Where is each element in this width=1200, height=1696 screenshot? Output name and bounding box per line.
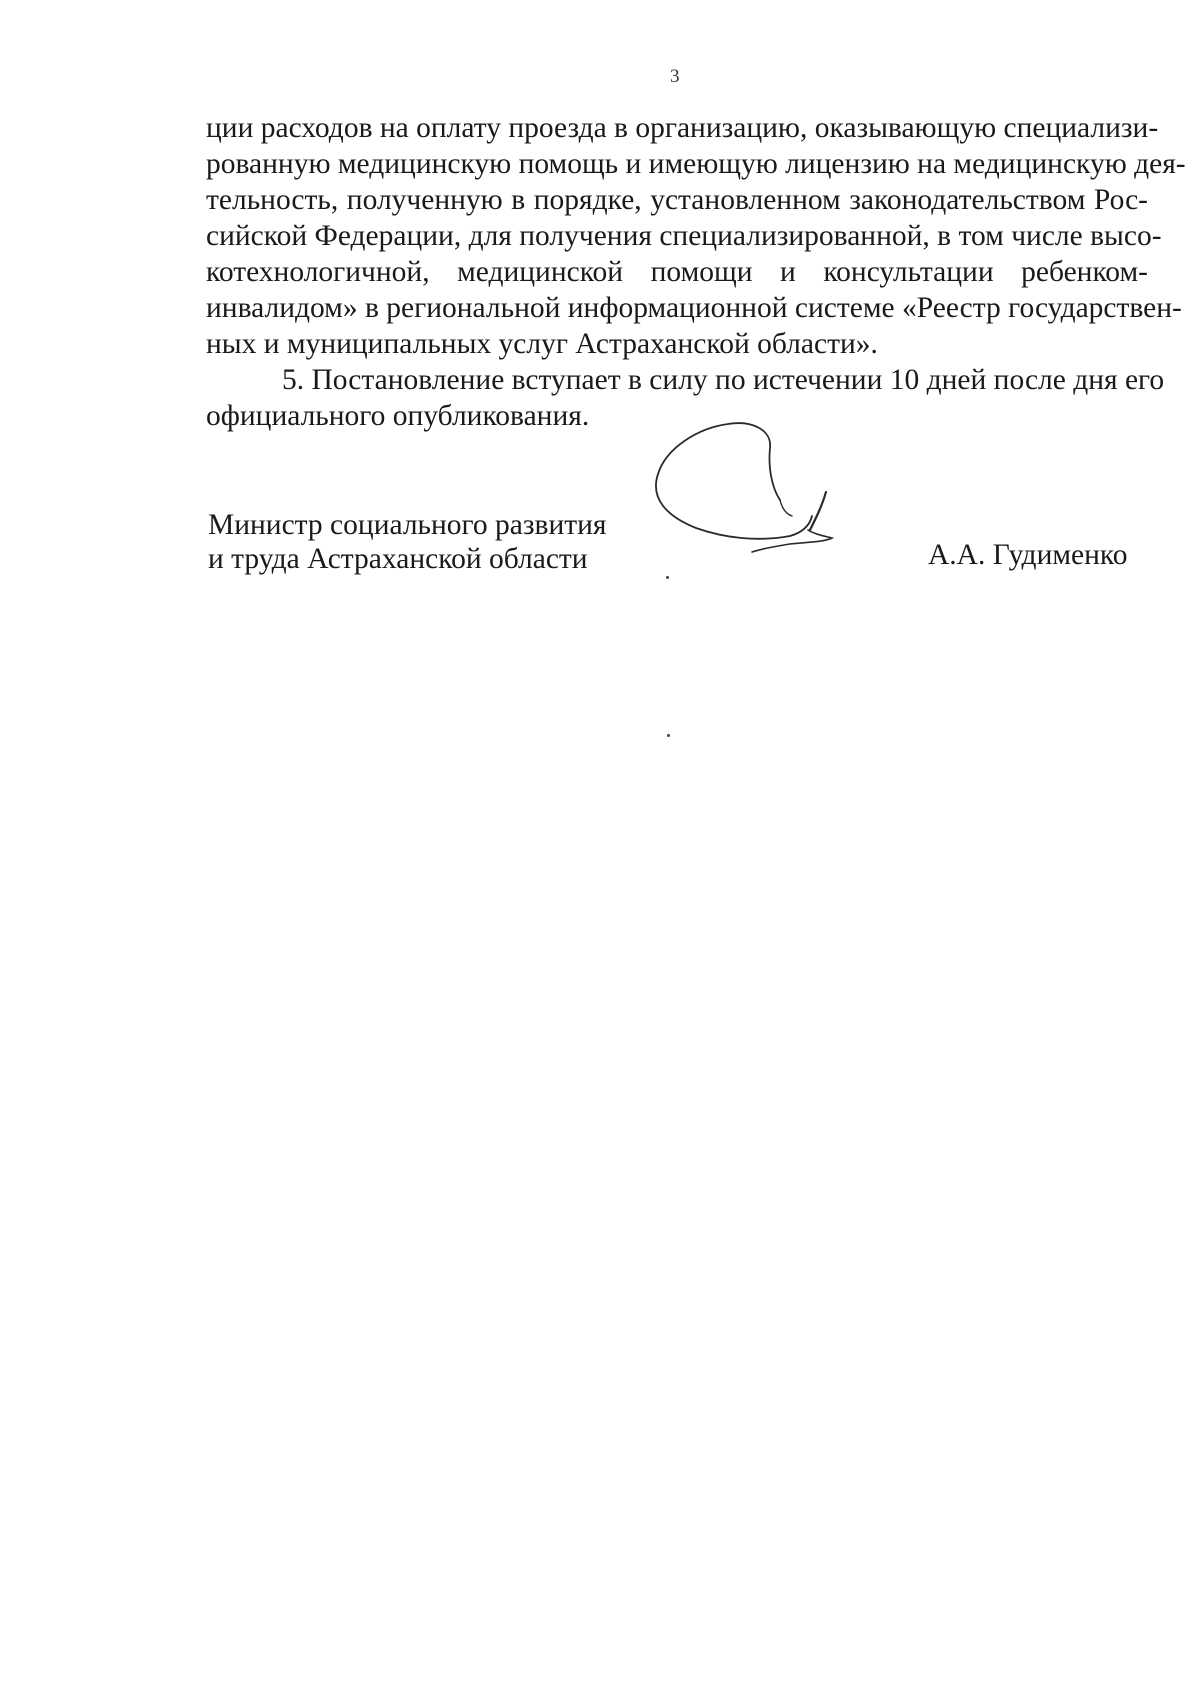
text-line: ных и муниципальных услуг Астраханской области». bbox=[206, 328, 878, 360]
scan-speck bbox=[667, 734, 670, 737]
signatory-title-line: и труда Астраханской области bbox=[208, 543, 588, 575]
text-line: ции расходов на оплату проезда в организацию, оказывающую специализи- bbox=[206, 112, 1159, 144]
text-line: 5. Постановление вступает в силу по истечении 10 дней после дня его bbox=[282, 364, 1165, 396]
text-line: сийской Федерации, для получения специализированной, в том числе высо- bbox=[206, 220, 1162, 252]
signatory-title-line: Министр социального развития bbox=[208, 509, 607, 541]
signatory-name: А.А. Гудименко bbox=[928, 539, 1128, 571]
text-line: тельность, полученную в порядке, установленном законодательством Рос- bbox=[206, 184, 1148, 216]
text-line: котехнологичной, медицинской помощи и консультации ребенком- bbox=[206, 256, 1148, 288]
handwritten-signature bbox=[640, 418, 870, 568]
page-number: 3 bbox=[670, 66, 680, 87]
text-line: официального опубликования. bbox=[206, 400, 590, 432]
text-line: инвалидом» в региональной информационной системе «Реестр государствен- bbox=[206, 292, 1182, 324]
signatory-title bbox=[208, 508, 607, 576]
text-line: рованную медицинскую помощь и имеющую лицензию на медицинскую дея- bbox=[206, 148, 1186, 180]
scan-speck bbox=[666, 576, 669, 579]
